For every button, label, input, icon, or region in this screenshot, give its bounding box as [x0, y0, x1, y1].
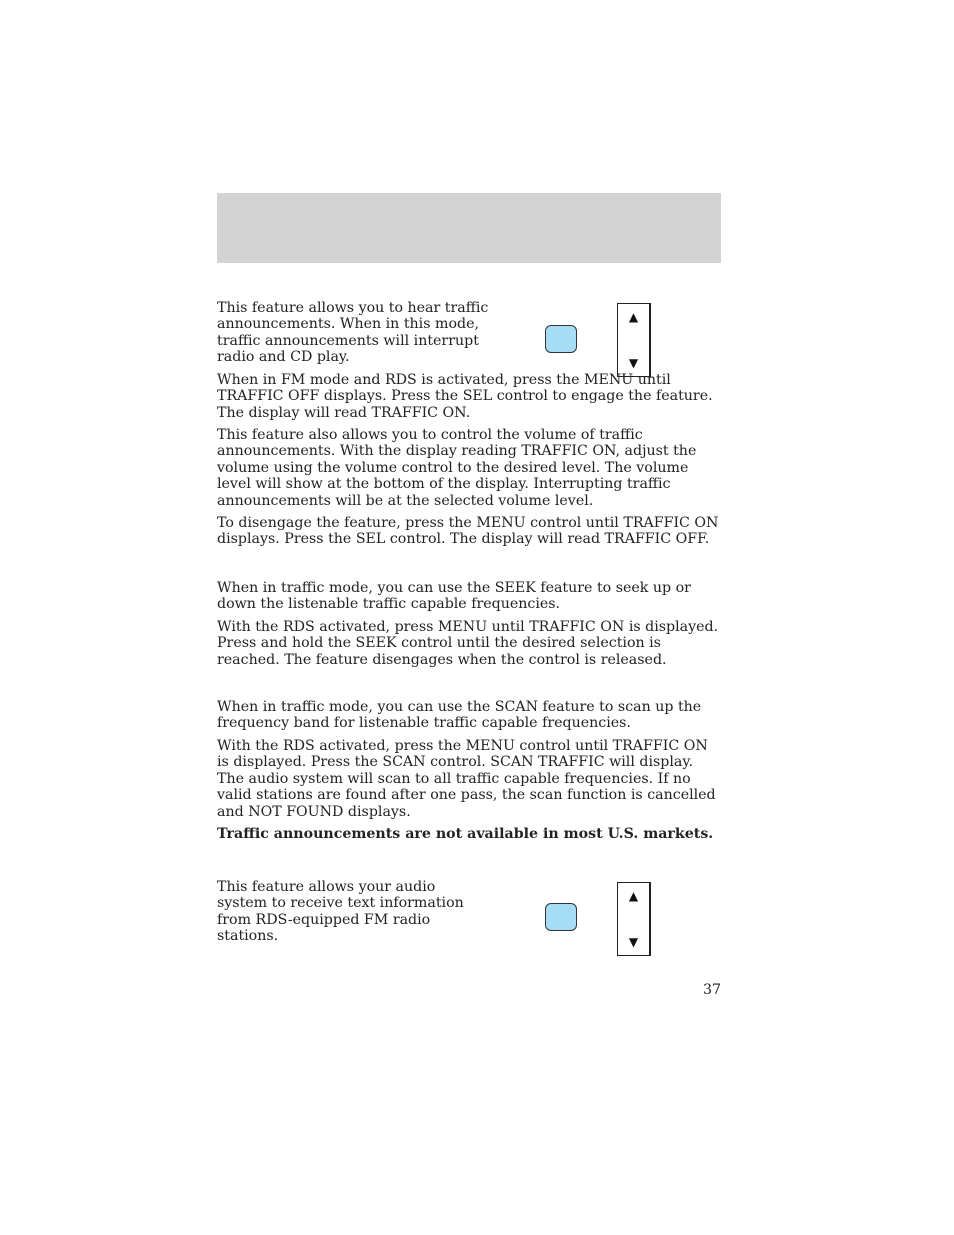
up-arrow-icon: ▲	[628, 310, 639, 324]
menu-button-icon	[545, 325, 577, 353]
down-arrow-icon: ▼	[628, 935, 639, 949]
scan-steps-text: With the RDS activated, press the MENU control until TRAFFIC ON is displayed. Press the SCAN control. SCAN TRAFFIC will display. The audio system will scan to all traffic capable frequencies. If no valid stations are found after one pass, the scan function is cancelled and NOT FOUND displays.	[217, 738, 716, 820]
traffic-volume-text: This feature also allows you to control the volume of traffic announcements. With the display reading TRAFFIC ON, adjust the volume using the volume control to the desired level. The volume level will show at the bottom of the display. Interrupting traffic announcements will be at the selected volume level.	[217, 427, 697, 509]
traffic-disengage-text: To disengage the feature, press the MENU control until TRAFFIC ON displays. Press the SEL control. The display will read TRAFFIC OFF.	[217, 515, 719, 548]
down-arrow-icon: ▼	[628, 356, 639, 370]
traffic-engage-text: When in FM mode and RDS is activated, press the MENU until TRAFFIC OFF displays. Press the SEL control to engage the feature. The display will read TRAFFIC ON.	[217, 372, 713, 421]
section-header-band	[217, 193, 721, 263]
up-arrow-icon: ▲	[628, 889, 639, 903]
scan-intro-text: When in traffic mode, you can use the SCAN feature to scan up the frequency band for listenable traffic capable frequencies.	[217, 699, 702, 732]
seek-steps-text: With the RDS activated, press MENU until TRAFFIC ON is displayed. Press and hold the SEEK control until the desired selection is reached. The feature disengages when the control is released.	[217, 619, 719, 668]
sel-rocker-icon	[617, 303, 651, 377]
traffic-availability-note: Traffic announcements are not available in most U.S. markets.	[217, 826, 714, 842]
sel-rocker-icon-2	[617, 882, 651, 956]
page-number: 37	[702, 982, 721, 998]
traffic-intro-text: This feature allows you to hear traffic announcements. When in this mode, traffic announcements will interrupt radio and CD play.	[217, 300, 489, 366]
text-feature-intro: This feature allows your audio system to receive text information from RDS-equipped FM radio stations.	[217, 879, 464, 945]
seek-intro-text: When in traffic mode, you can use the SEEK feature to seek up or down the listenable traffic capable frequencies.	[217, 580, 691, 613]
menu-button-icon-2	[545, 903, 577, 931]
